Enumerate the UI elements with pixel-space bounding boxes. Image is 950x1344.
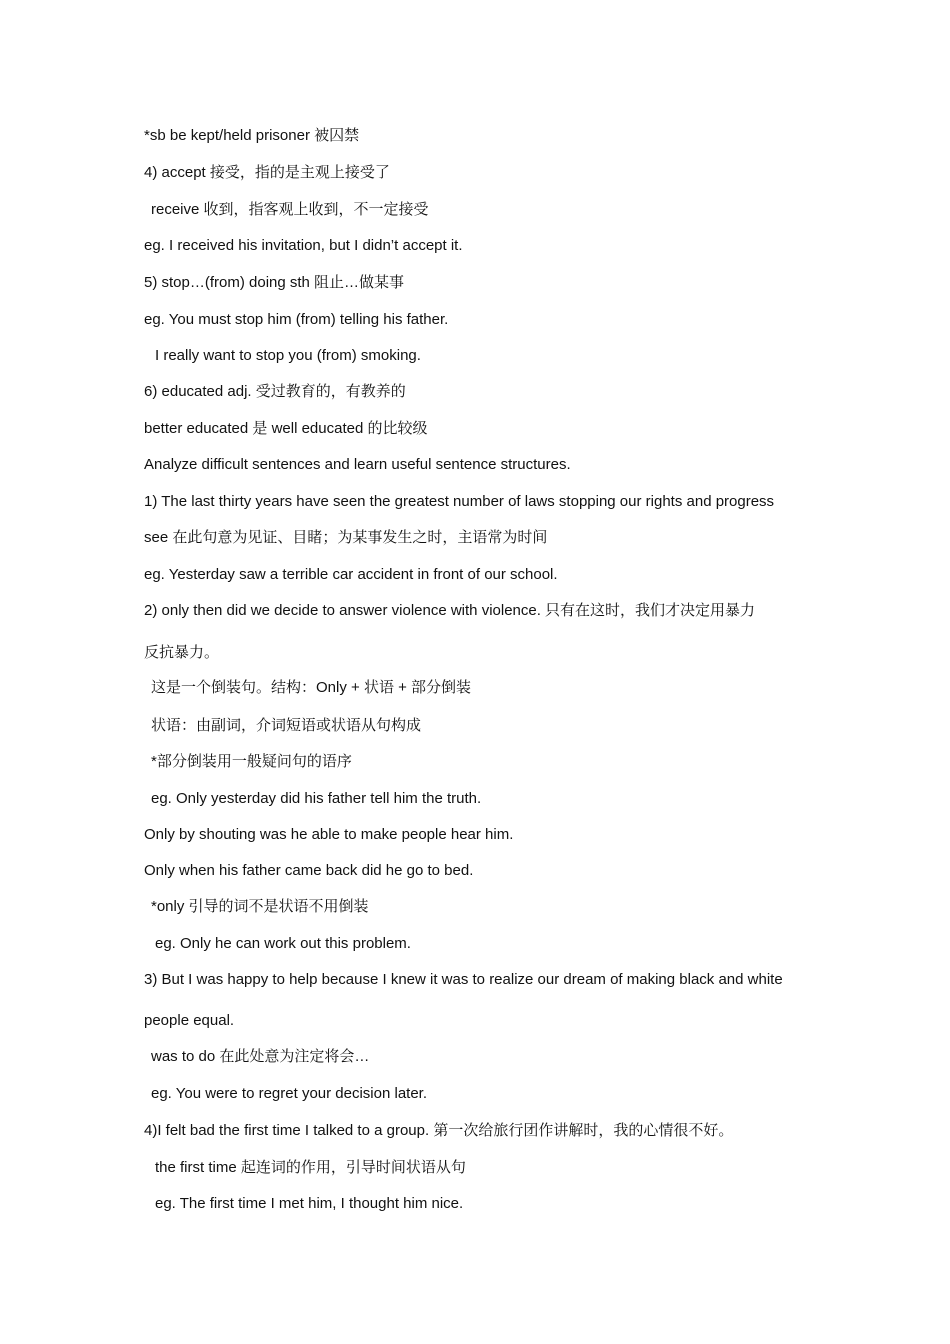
text-line: better educated 是 well educated 的比较级 [144, 420, 428, 437]
text-line: I really want to stop you (from) smoking. [155, 347, 421, 364]
text-line: Only when his father came back did he go to bed. [144, 862, 474, 879]
text-line: was to do 在此处意为注定将会… [151, 1048, 370, 1065]
text-line: 4)I felt bad the first time I talked to a group. 第一次给旅行团作讲解时，我的心情很不好。 [144, 1122, 734, 1139]
text-line: *only 引导的词不是状语不用倒装 [151, 898, 369, 915]
text-line: 这是一个倒装句。结构：Only + 状语 + 部分倒装 [151, 679, 472, 696]
text-line: eg. Only he can work out this problem. [155, 935, 411, 952]
text-line: 4) accept 接受，指的是主观上接受了 [144, 164, 390, 181]
text-line: eg. I received his invitation, but I didn’t accept it. [144, 237, 463, 254]
text-line: eg. Yesterday saw a terrible car accident in front of our school. [144, 566, 558, 583]
text-line: 状语：由副词，介词短语或状语从句构成 [151, 717, 422, 734]
text-line: see 在此句意为见证、目睹；为某事发生之时，主语常为时间 [144, 529, 548, 546]
text-line: Only by shouting was he able to make people hear him. [144, 826, 514, 843]
text-line: 3) But I was happy to help because I knew it was to realize our dream of making black and white [144, 971, 783, 988]
text-line: eg. You were to regret your decision later. [151, 1085, 428, 1102]
text-line: Analyze difficult sentences and learn useful sentence structures. [144, 456, 571, 473]
text-line: eg. You must stop him (from) telling his father. [144, 311, 449, 328]
text-line: receive 收到，指客观上收到，不一定接受 [151, 201, 429, 218]
text-line: the first time 起连词的作用，引导时间状语从句 [155, 1159, 466, 1176]
text-line: people equal. [144, 1012, 235, 1029]
text-line: *sb be kept/held prisoner 被囚禁 [144, 127, 360, 144]
text-line: 5) stop…(from) doing sth 阻止…做某事 [144, 274, 405, 291]
text-line: *部分倒装用一般疑问句的语序 [151, 753, 352, 770]
text-line: eg. Only yesterday did his father tell him the truth. [151, 790, 482, 807]
text-line: eg. The first time I met him, I thought him nice. [155, 1195, 464, 1212]
text-line: 6) educated adj. 受过教育的，有教养的 [144, 383, 406, 400]
text-line: 2) only then did we decide to answer violence with violence. 只有在这时，我们才决定用暴力 [144, 602, 756, 619]
text-line: 1) The last thirty years have seen the greatest number of laws stopping our rights and progress [144, 493, 775, 510]
text-line: 反抗暴力。 [144, 644, 220, 661]
